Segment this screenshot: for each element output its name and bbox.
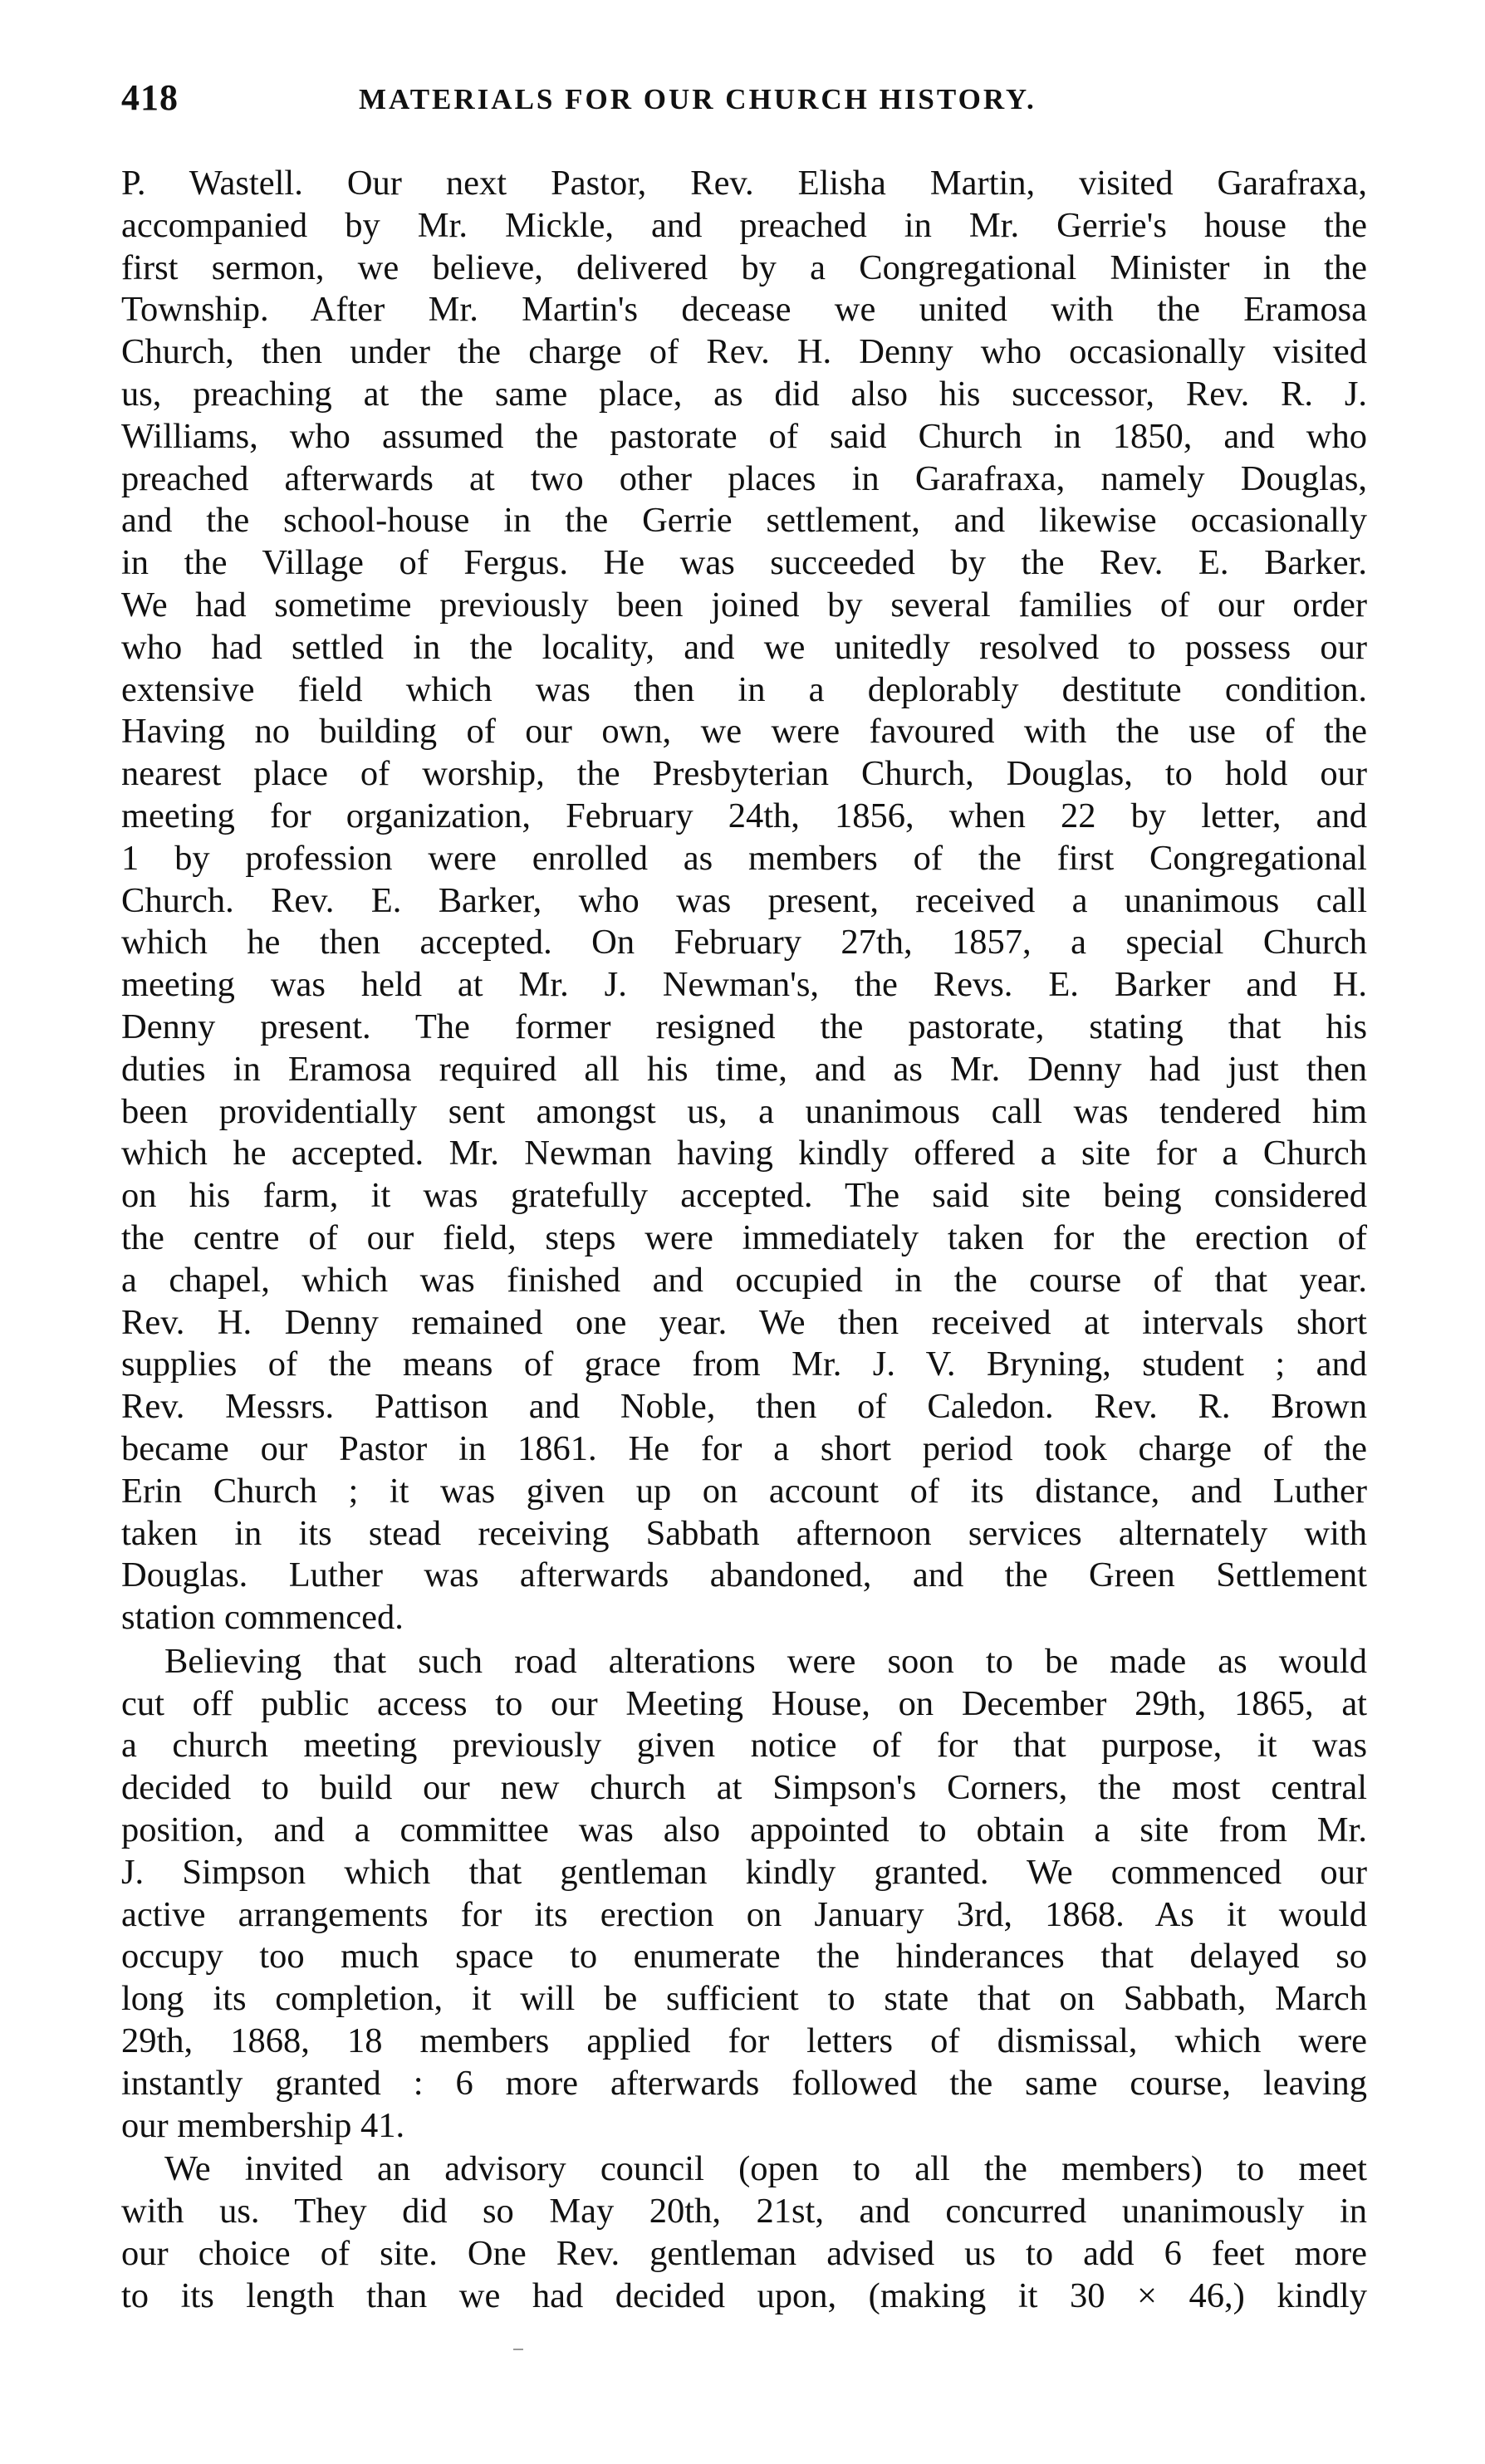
text-line: meeting for organization, February 24th, 1856, when 22 by letter, and bbox=[121, 796, 1367, 835]
text-line: and the school-house in the Gerrie settlement, and likewise occasionally bbox=[121, 501, 1367, 541]
page-header bbox=[121, 76, 1367, 126]
text-line: Erin Church ; it was given up on account of its distance, and Luther bbox=[121, 1471, 1367, 1511]
printer-mark bbox=[513, 2349, 523, 2350]
text-line: us, preaching at the same place, as did also his successor, Rev. R. J. bbox=[121, 374, 1367, 414]
text-line: in the Village of Fergus. He was succeeded by the Rev. E. Barker. bbox=[121, 543, 1367, 583]
paragraph-2 bbox=[121, 1641, 1367, 2148]
text-line: We had sometime previously been joined by several families of our order bbox=[121, 585, 1367, 625]
running-head: MATERIALS FOR OUR CHURCH HISTORY. bbox=[359, 83, 1037, 115]
text-line: Township. After Mr. Martin's decease we united with the Eramosa bbox=[121, 290, 1367, 330]
text-line: extensive field which was then in a deplorably destitute condition. bbox=[121, 669, 1367, 709]
text-line: station commenced. bbox=[121, 1598, 404, 1638]
text-line: Rev. Messrs. Pattison and Noble, then of Caledon. Rev. R. Brown bbox=[121, 1387, 1367, 1427]
text-line: Rev. H. Denny remained one year. We then received at intervals short bbox=[121, 1302, 1367, 1342]
text-line: our choice of site. One Rev. gentleman advised us to add 6 feet more bbox=[121, 2234, 1367, 2274]
text-line: who had settled in the locality, and we unitedly resolved to possess our bbox=[121, 627, 1367, 667]
text-line: Church. Rev. E. Barker, who was present, received a unanimous call bbox=[121, 880, 1367, 920]
text-line: We invited an advisory council (open to all the members) to meet bbox=[164, 2149, 1367, 2189]
paragraph-1 bbox=[121, 163, 1367, 1639]
text-line: Williams, who assumed the pastorate of said Church in 1850, and who bbox=[121, 416, 1367, 456]
text-line: with us. They did so May 20th, 21st, and concurred unanimously in bbox=[121, 2192, 1367, 2231]
text-line: cut off public access to our Meeting House, on December 29th, 1865, at bbox=[121, 1683, 1367, 1723]
text-line: Douglas. Luther was afterwards abandoned, and the Green Settlement bbox=[121, 1555, 1367, 1595]
text-line: decided to build our new church at Simpson's Corners, the most central bbox=[121, 1768, 1367, 1808]
text-line: Denny present. The former resigned the pastorate, stating that his bbox=[121, 1007, 1367, 1046]
text-line: long its completion, it will be sufficient to state that on Sabbath, March bbox=[121, 1979, 1367, 2019]
text-line: been providentially sent amongst us, a unanimous call was tendered him bbox=[121, 1091, 1367, 1131]
text-line: to its length than we had decided upon, (making it 30 × 46,) kindly bbox=[121, 2275, 1367, 2315]
text-line: which he then accepted. On February 27th, 1857, a special Church bbox=[121, 923, 1367, 963]
text-line: a chapel, which was finished and occupied in the course of that year. bbox=[121, 1260, 1367, 1300]
text-line: a church meeting previously given notice of for that purpose, it was bbox=[121, 1726, 1367, 1766]
text-line: meeting was held at Mr. J. Newman's, the Revs. E. Barker and H. bbox=[121, 965, 1367, 1005]
text-line: on his farm, it was gratefully accepted. The said site being considered bbox=[121, 1176, 1367, 1216]
text-line: position, and a committee was also appointed to obtain a site from Mr. bbox=[121, 1810, 1367, 1850]
text-line: 29th, 1868, 18 members applied for letters of dismissal, which were bbox=[121, 2021, 1367, 2061]
text-line: active arrangements for its erection on January 3rd, 1868. As it would bbox=[121, 1894, 1367, 1934]
text-line: instantly granted : 6 more afterwards followed the same course, leaving bbox=[121, 2063, 1367, 2103]
text-line: 1 by profession were enrolled as members of the first Congregational bbox=[121, 838, 1367, 878]
text-line: first sermon, we believe, delivered by a Congregational Minister in the bbox=[121, 247, 1367, 287]
text-line: our membership 41. bbox=[121, 2105, 405, 2145]
text-line: occupy too much space to enumerate the hinderances that delayed so bbox=[121, 1937, 1367, 1977]
text-line: duties in Eramosa required all his time, and as Mr. Denny had just then bbox=[121, 1049, 1367, 1089]
text-line: taken in its stead receiving Sabbath afternoon services alternately with bbox=[121, 1513, 1367, 1553]
text-line: which he accepted. Mr. Newman having kindly offered a site for a Church bbox=[121, 1134, 1367, 1173]
text-line: Church, then under the charge of Rev. H. Denny who occasionally visited bbox=[121, 332, 1367, 372]
text-line: preached afterwards at two other places in Garafraxa, namely Douglas, bbox=[121, 458, 1367, 498]
text-line: Believing that such road alterations were soon to be made as would bbox=[164, 1641, 1367, 1681]
text-line: J. Simpson which that gentleman kindly granted. We commenced our bbox=[121, 1852, 1367, 1892]
text-line: P. Wastell. Our next Pastor, Rev. Elisha Martin, visited Garafraxa, bbox=[121, 164, 1367, 203]
paragraph-3 bbox=[121, 2148, 1367, 2317]
page-number: 418 bbox=[121, 77, 179, 118]
text-line: supplies of the means of grace from Mr. J. V. Bryning, student ; and bbox=[121, 1345, 1367, 1384]
text-line: nearest place of worship, the Presbyterian Church, Douglas, to hold our bbox=[121, 754, 1367, 794]
text-line: became our Pastor in 1861. He for a short period took charge of the bbox=[121, 1428, 1367, 1468]
text-line: the centre of our field, steps were immediately taken for the erection of bbox=[121, 1217, 1367, 1257]
text-line: accompanied by Mr. Mickle, and preached in Mr. Gerrie's house the bbox=[121, 205, 1367, 245]
text-line: Having no building of our own, we were favoured with the use of the bbox=[121, 712, 1367, 752]
body-text bbox=[121, 163, 1367, 2318]
